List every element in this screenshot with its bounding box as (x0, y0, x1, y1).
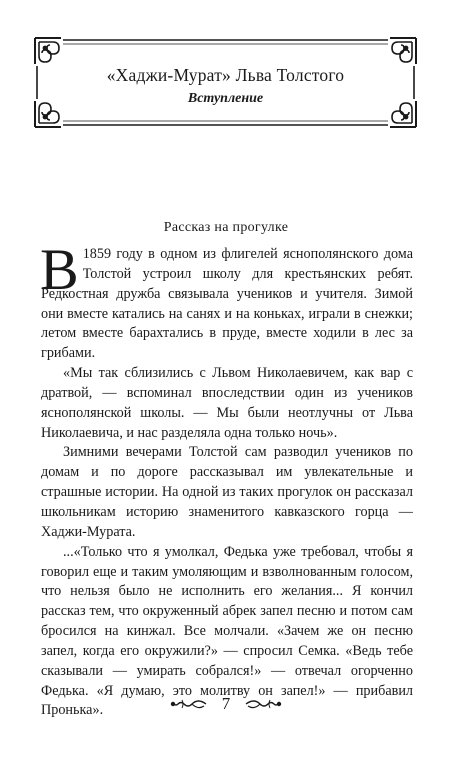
page-footer (0, 692, 452, 718)
paragraph-text: 1859 году в одном из флигелей яснополянского дома Толстой устроил школу для крестьянских ребят. Редкостная дружба связывала учеников и учителя. Зимой они вместе катались на санях и на коньках, играли в снежки; летом вместе барахтались в пруде, вместе ходили в лес за грибами. (41, 246, 413, 362)
chapter-subtitle: Вступление (187, 91, 264, 106)
paragraph: «Мы так сблизились с Львом Николаевичем, как вар с дратвой, — вспоминал впоследствии один из учеников яснополянской школы. — Мы были неотлучны от Льва Николаевича, и нас разделяла одна только ночь». (41, 365, 413, 441)
chapter-title: «Хаджи-Мурат» Льва Толстого (106, 65, 345, 85)
ornamental-header-frame (33, 36, 418, 129)
paragraph (40, 237, 413, 364)
right-flourish-icon (244, 696, 284, 712)
body-text (40, 237, 413, 721)
section-title: Рассказ на прогулке (163, 220, 289, 235)
drop-cap: В (40, 237, 79, 302)
paragraph: Зимними вечерами Толстой сам разводил учеников по домам и по дороге рассказывал им увлекательные и страшные истории. На одной из таких прогулок он рассказал школьникам историю знаменитого кавказского горца — Хаджи-Мурата. (41, 444, 413, 540)
paragraph: ...«Только что я умолкал, Федька уже требовал, чтобы я говорил еще и таким умоляющим и взволнованным голосом, что нельзя было не исполнить его желания... Я кончил рассказ тем, что окруженный абрек запел песню и потом сам бросился на кинжал. Все молчали. «Зачем же он песню запел, когда его окружили?» — спросил Семка. «Ведь тебе сказывали — умирать собрался!» — отвечал огорченно Федька. «Я думаю, это молитву он запел!» — прибавил Пронька». (41, 543, 413, 719)
page-number: 7 (221, 694, 231, 713)
